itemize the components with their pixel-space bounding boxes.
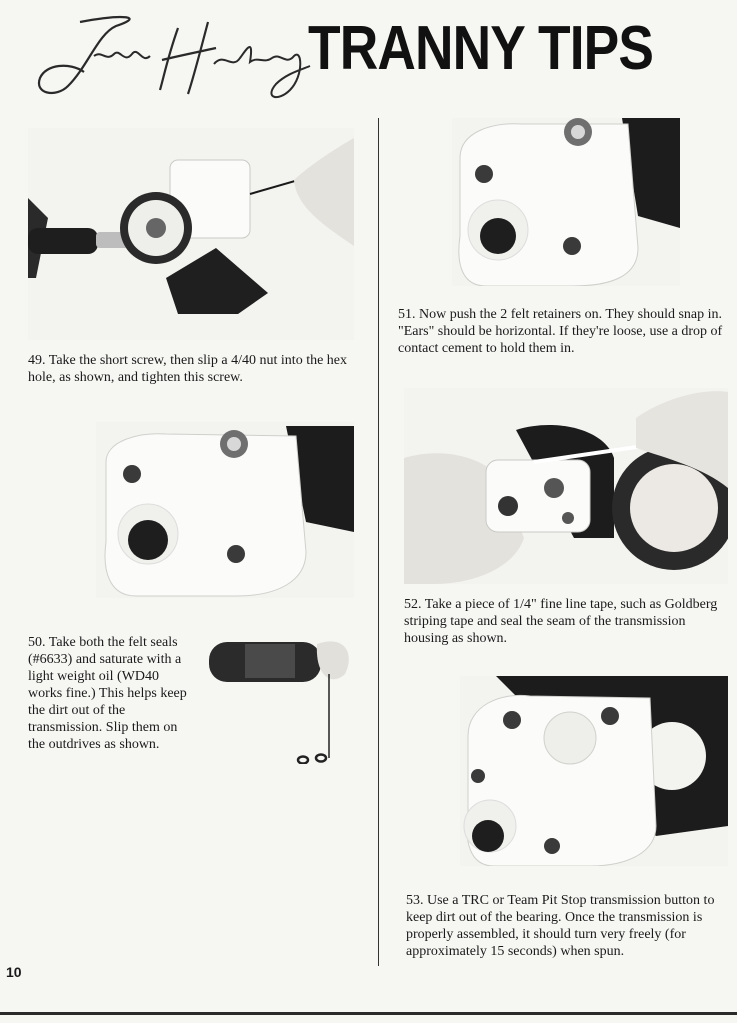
step-50-caption: 50. Take both the felt seals (#6633) and saturate with a light weight oil (WD40 works fine.) This helps keep the dirt out of the transmission. Slip them on the outdrives as shown. xyxy=(28,635,187,752)
step-51-caption: 51. Now push the 2 felt retainers on. They should snap in. "Ears" should be horizontal. If they're loose, use a drop of contact cement to hold them in. xyxy=(398,307,723,356)
step-53-caption: 53. Use a TRC or Team Pit Stop transmission button to keep dirt out of the bearing. Once the transmission is properly assembled, it should turn very freely (for approximately 15 seconds) when spun. xyxy=(406,893,715,959)
photo-step-51 xyxy=(452,118,680,286)
step-49-caption: 49. Take the short screw, then slip a 4/40 nut into the hex hole, as shown, and tighten this screw. xyxy=(28,353,348,385)
page-number: 10 xyxy=(6,964,22,980)
page-title: TRANNY TIPS xyxy=(308,14,654,83)
photo-step-50-oil-can xyxy=(205,634,355,764)
signature xyxy=(28,6,313,106)
page-bottom-edge xyxy=(0,1012,737,1015)
photo-step-49 xyxy=(28,128,354,340)
column-divider xyxy=(378,118,379,966)
photo-step-53 xyxy=(460,676,728,866)
step-52-caption: 52. Take a piece of 1/4" fine line tape, such as Goldberg striping tape and seal the seam of the transmission housing as shown. xyxy=(404,597,718,646)
photo-step-50-housing xyxy=(96,422,354,598)
photo-step-52 xyxy=(404,388,728,584)
